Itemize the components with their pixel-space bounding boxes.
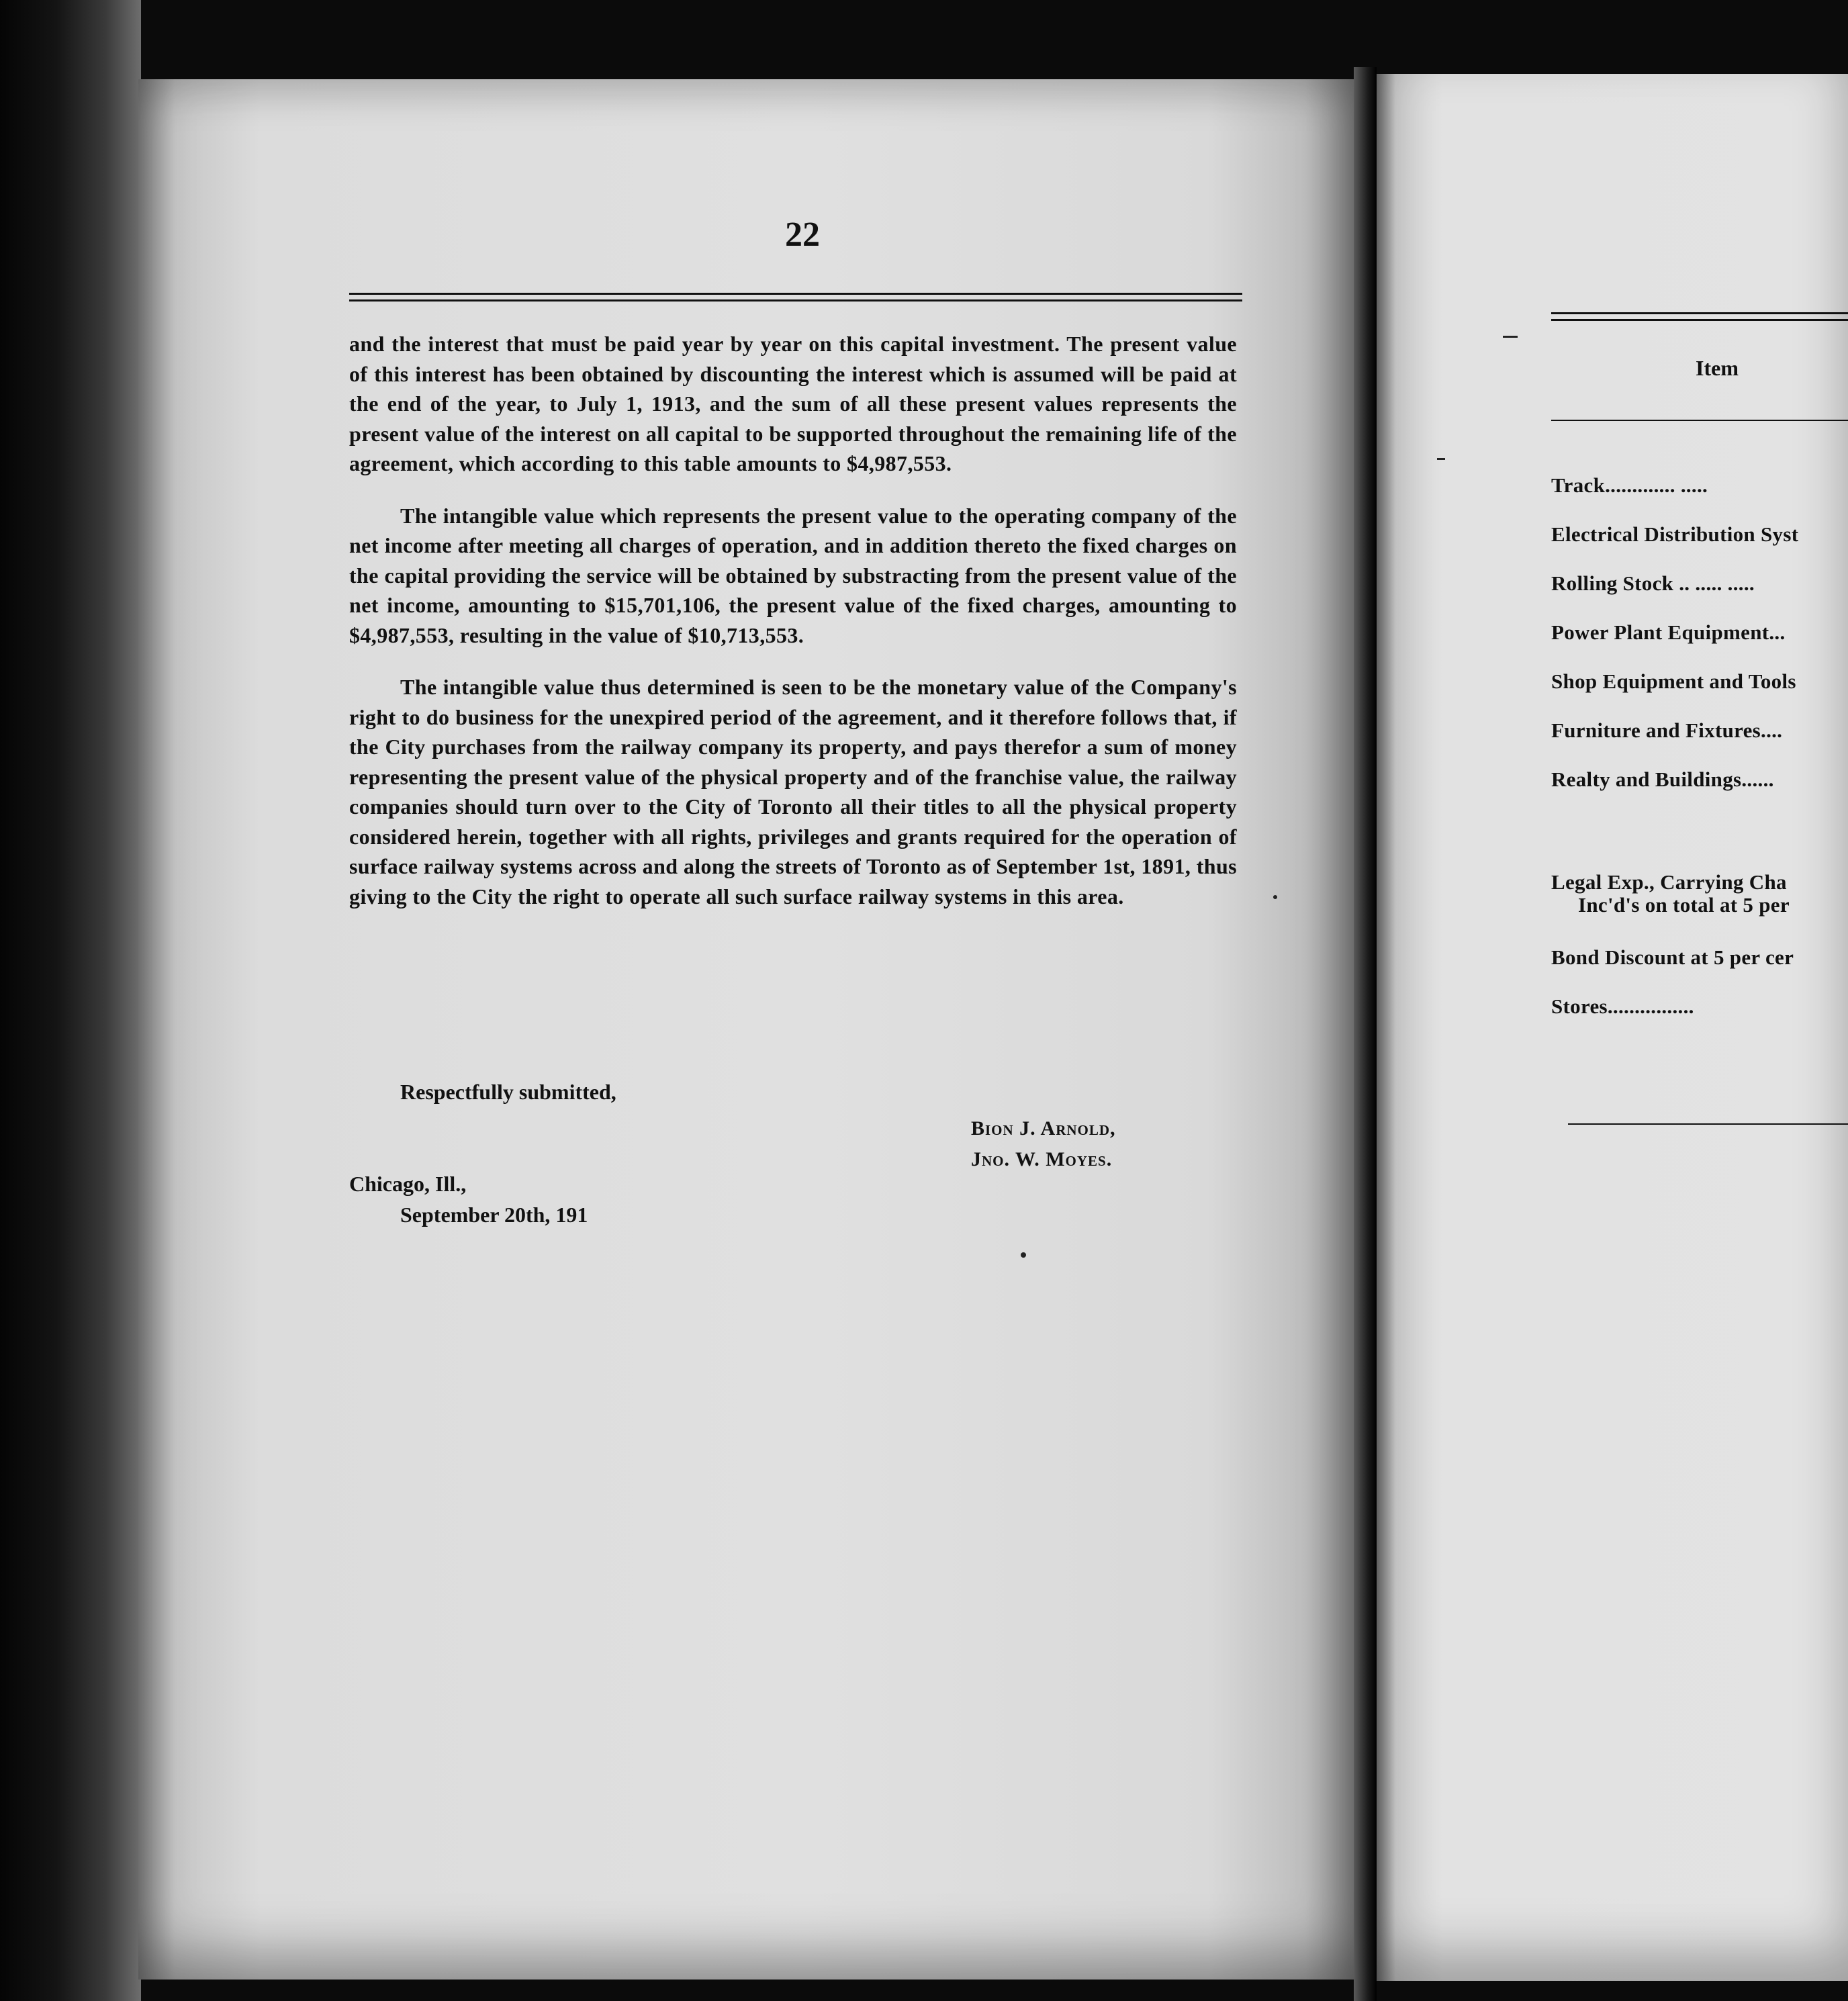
table-item-continuation: Inc'd's on total at 5 per — [1578, 893, 1790, 917]
place: Chicago, Ill., — [349, 1172, 467, 1196]
table-item: Bond Discount at 5 per cer — [1551, 945, 1794, 969]
page-number: 22 — [785, 216, 820, 254]
margin-mark — [1437, 458, 1445, 460]
date: September 20th, 191 — [400, 1203, 588, 1227]
table-rule-header — [1551, 420, 1848, 421]
header-rule-bottom — [349, 299, 1242, 301]
signatures — [971, 1113, 1116, 1175]
table-rule-top-2 — [1551, 319, 1848, 321]
signatory-2: Jno. W. Moyes. — [971, 1148, 1113, 1170]
page-gutter — [1354, 67, 1377, 2001]
table-item: Rolling Stock .. ..... ..... — [1551, 571, 1755, 595]
body-text — [349, 329, 1237, 933]
speck — [1021, 1252, 1026, 1258]
book-binding-shadow — [0, 0, 141, 2001]
table-item: Power Plant Equipment... — [1551, 620, 1786, 644]
table-rule-top — [1551, 312, 1848, 314]
paragraph-2: The intangible value which represents the present value to the operating company of the net income after meeting all charges of operation, and in addition thereto the fixed charges on the capital providing the service will be obtained by substracting from the present value of the net income, amounting to $15,701,106, the present value of the fixed charges, amounting to $4,987,553, resulting in the value of $10,713,553. — [349, 503, 1237, 647]
speck — [1273, 895, 1277, 899]
signatory-1: Bion J. Arnold, — [971, 1117, 1116, 1139]
table-item: Electrical Distribution Syst — [1551, 522, 1799, 546]
table-item: Track............. ..... — [1551, 473, 1708, 497]
column-header-item: Item — [1696, 356, 1739, 380]
paragraph-3: The intangible value thus determined is seen to be the monetary value of the Company's right to do business for the unexpired period of the agreement, and it therefore follows that, if the City purchases from the railway company its property, and pays therefor a sum of money representing the present value of the physical property and of the franchise value, the railway companies should turn over to the City of Toronto all their titles to all the physical property considered herein, together with all rights, privileges and grants required for the operation of surface railway systems across and along the streets of Toronto as of September 1st, 1891, thus giving to the City the right to operate all such surface railway systems in this area. — [349, 675, 1237, 909]
paragraph-1: and the interest that must be paid year by year on this capital investment. The present value of this interest has been obtained by discounting the interest which is assumed will be paid at the end of the year, to July 1, 1913, and the sum of all these present values represents the present value of the interest on all capital to be supported throughout the remaining life of the agreement, which according to this table amounts to $4,987,553. — [349, 332, 1237, 475]
table-item: Stores................ — [1551, 994, 1694, 1018]
place-date — [349, 1168, 588, 1230]
table-item: Furniture and Fixtures.... — [1551, 718, 1783, 742]
table-item: Legal Exp., Carrying Cha — [1551, 870, 1787, 894]
closing-line: Respectfully submitted, — [400, 1080, 616, 1104]
table-rule-bottom — [1568, 1123, 1848, 1125]
table-item: Shop Equipment and Tools — [1551, 669, 1796, 693]
table-item: Realty and Buildings...... — [1551, 767, 1774, 791]
header-rule-top — [349, 293, 1242, 295]
right-page — [1377, 74, 1848, 1981]
margin-mark — [1503, 336, 1518, 338]
